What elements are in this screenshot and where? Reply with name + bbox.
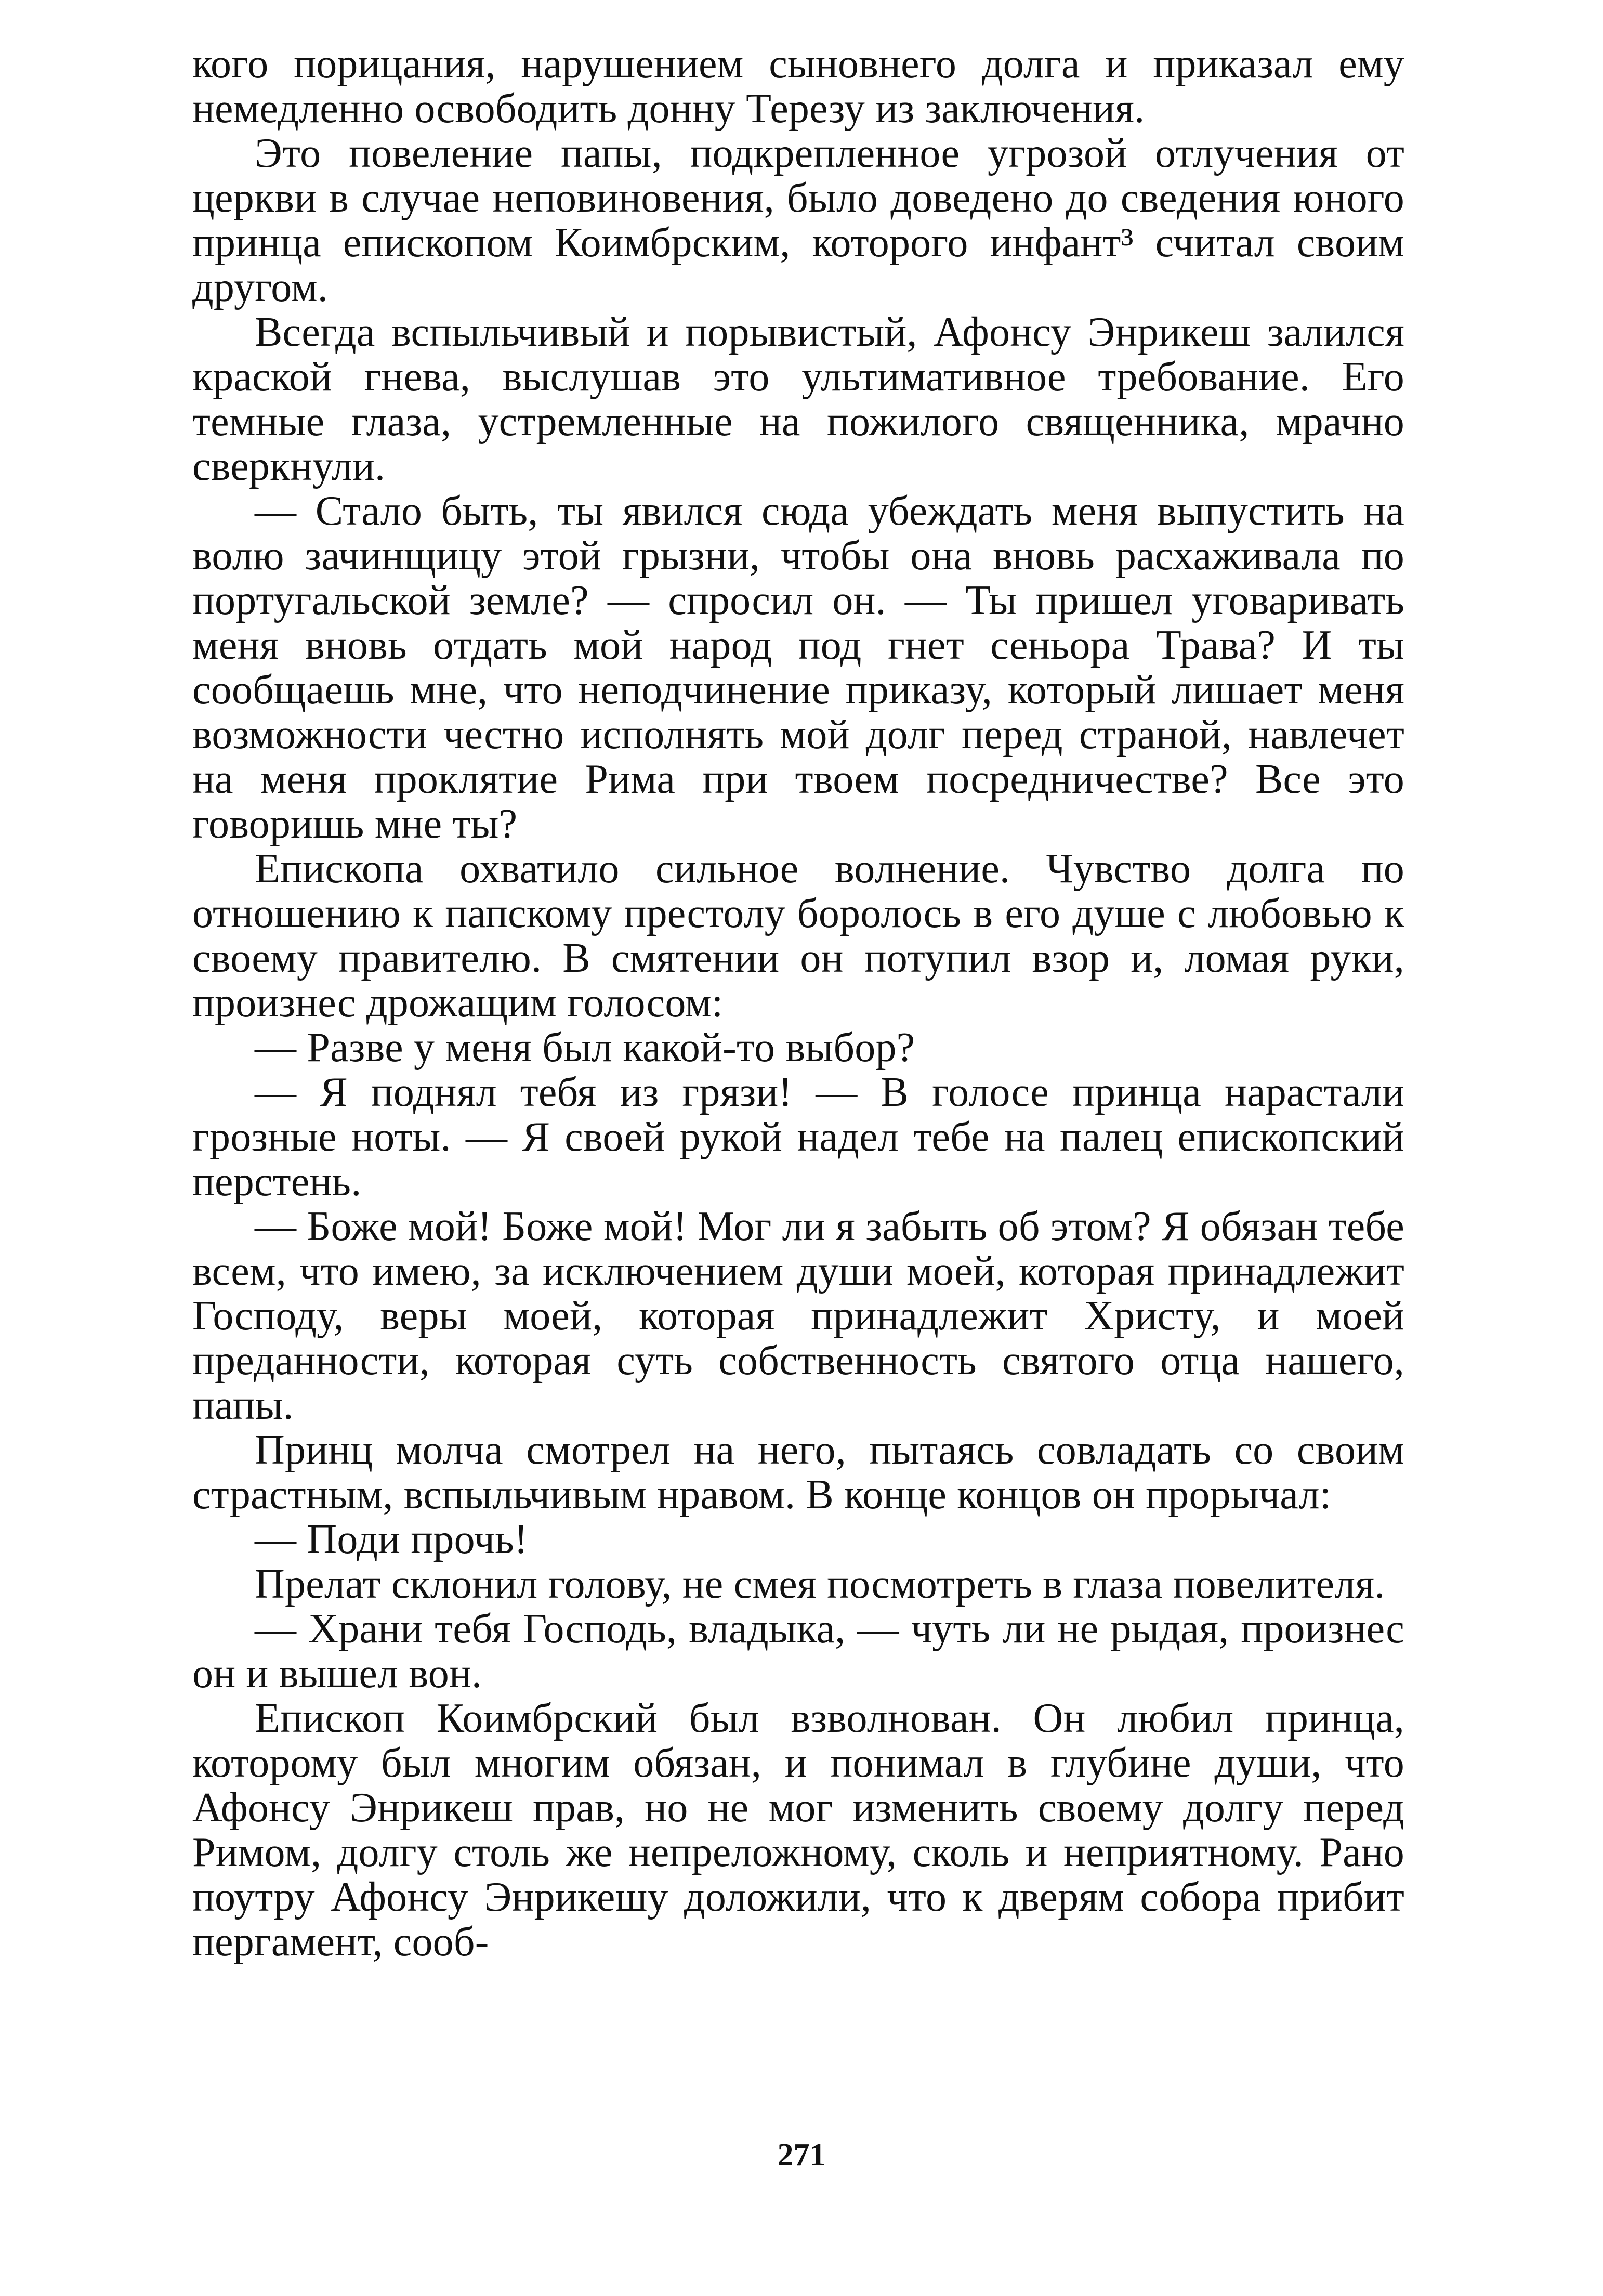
page-number: 271 [777, 2137, 826, 2173]
paragraph: Принц молча смотрел на него, пытаясь совладать со своим страстным, вспыльчивым нравом. В конце концов он прорычал: [192, 1427, 1404, 1518]
paragraph: Епископ Коимбрский был взволнован. Он любил принца, которому был многим обязан, и понимал в глубине души, что Афонсу Энрикеш прав, но не мог изменить своему долгу перед Римом, долгу столь же непреложному, сколь и неприятному. Рано поутру Афонсу Энрикешу доложили, что к дверям собора прибит пергамент, сооб- [192, 1695, 1404, 1965]
paragraph: — Поди прочь! [255, 1517, 528, 1562]
paragraph: Всегда вспыльчивый и порывистый, Афонсу Энрикеш залился краской гнева, выслушав это ультимативное требование. Его темные глаза, устремленные на пожилого священника, мрачно сверкнули. [192, 309, 1404, 489]
paragraph: — Боже мой! Боже мой! Мог ли я забыть об этом? Я обязан тебе всем, что имею, за исключением души моей, которая принадлежит Господу, веры моей, которая принадлежит Христу, и моей преданности, которая суть собственность святого отца нашего, папы. [192, 1204, 1404, 1428]
paragraph: Это повеление папы, подкрепленное угрозой отлучения от церкви в случае неповиновения, было доведено до сведения юного принца епископом Коимбрским, которого инфант³ считал своим другом. [192, 131, 1404, 310]
paragraph: кого порицания, нарушением сыновнего долга и приказал ему немедленно освободить донну Терезу из заключения. [192, 41, 1404, 132]
paragraph: Прелат склонил голову, не смея посмотреть в глаза повелителя. [255, 1561, 1385, 1607]
paragraph: — Храни тебя Господь, владыка, — чуть ли не рыдая, произнес он и вышел вон. [192, 1606, 1404, 1697]
page-body [192, 42, 1404, 1964]
paragraph: Епископа охватило сильное волнение. Чувство долга по отношению к папскому престолу боролось в его душе с любовью к своему правителю. В смятении он потупил взор и, ломая руки, произнес дрожащим голосом: [192, 846, 1404, 1026]
paragraph: — Разве у меня был какой-то выбор? [255, 1025, 915, 1071]
paragraph: — Я поднял тебя из грязи! — В голосе принца нарастали грозные ноты. — Я своей рукой надел тебе на палец епископский перстень. [192, 1069, 1404, 1205]
paragraph: — Стало быть, ты явился сюда убеждать меня выпустить на волю зачинщицу этой грызни, чтобы она вновь расхаживала по португальской земле? — спросил он. — Ты пришел уговаривать меня вновь отдать мой народ под гнет сеньора Трава? И ты сообщаешь мне, что неподчинение приказу, который лишает меня возможности честно исполнять мой долг перед страной, навлечет на меня проклятие Рима при твоем посредничестве? Все это говоришь мне ты? [192, 488, 1404, 847]
